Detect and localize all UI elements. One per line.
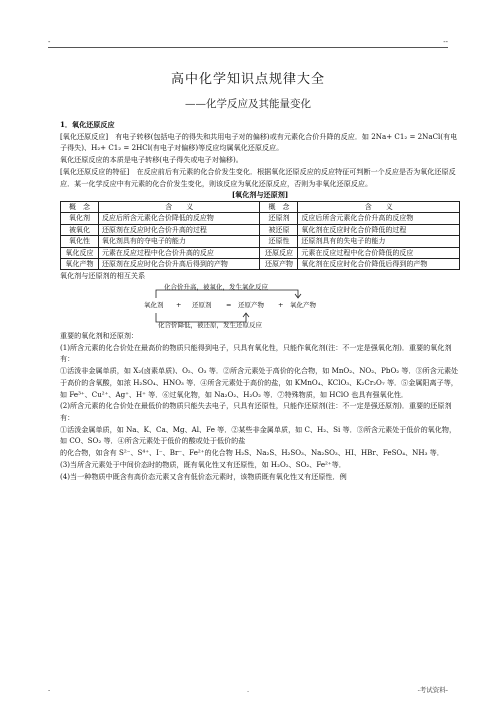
table-cell: 还原反应 xyxy=(260,247,298,258)
table-header-cell: 概 念 xyxy=(61,201,99,212)
footer-center-mark: . xyxy=(246,686,250,694)
paragraph-important-agents: 重要的氧化剂和还原剂： xyxy=(60,331,139,341)
diagram-node: 还原产物 xyxy=(238,301,264,310)
table-row xyxy=(61,247,460,258)
paragraph-reductant-list: ①活泼金属单质，如 Na、K、Ca、Mg、Al、Fe 等．②某些非金属单质，如 C、H₂、Si 等．③所含元素处于低价的氧化物，如 CO、SO₂ 等．④所含元素处于低价的酸或处于低价的盐 xyxy=(60,424,457,446)
table-cell: 氧化反应 xyxy=(61,247,99,258)
diagram-node: = xyxy=(226,301,232,310)
document-body xyxy=(60,119,460,482)
diagram-node: 还原剂 xyxy=(192,301,212,310)
table-row xyxy=(61,224,460,235)
diagram-node: 氧化剂 xyxy=(144,301,164,310)
table-row xyxy=(61,236,460,247)
paragraph-oxidant-list: ①活泼非金属单质，如 X₂(卤素单质)、O₂、O₃ 等．②所含元素处于高价的化合物，如 MnO₂、NO₂、PbO₂ 等．③所含元素处于高价的含氧酸，如浓 H₂SO₄、HNO₃ 等．④所含元素处于高价的盐，如 KMnO₄、KClO₃、K₂Cr₂O₇ 等．⑤金属阳离子等，如 Fe³⁺、Cu²⁺、Ag⁺、H⁺ 等．⑥过氧化物，如 Na₂O₂、H₂O₂ 等．⑦特殊物质，如 HClO 也具有强氧化性． xyxy=(60,366,459,399)
reduction-label: 化合价降低，被还原，发生还原反应 xyxy=(158,321,262,330)
table-header-cell: 含 义 xyxy=(298,201,460,212)
table-row xyxy=(61,213,460,224)
table-header-cell: 含 义 xyxy=(98,201,260,212)
page-title: 高中化学知识点规律大全 xyxy=(170,72,325,87)
table-cell: 氧化剂具有的夺电子的能力 xyxy=(98,236,260,247)
concept-table xyxy=(60,201,460,270)
table-cell: 元素在反应过程中化合价降低的反应 xyxy=(298,247,460,258)
paragraph-definition: [氧化还原反应] 有电子转移(包括电子的得失和共用电子对的偏移)或有元素化合价升降的反应．如 2Na+ C1₂ = 2NaCl(有电子得失)、H₂+ C1₂ = 2HCl(有电子对偏移)等反应均属氧化还原反应。 xyxy=(60,131,458,153)
relation-intro: 氧化剂与还原剂的相互关系 xyxy=(60,271,146,281)
paragraph-reductant-compounds: 的化合物，如含有 S²⁻、S⁴⁺、I⁻、Br⁻、Fe²⁺的化合物 H₂S、Na₂S、H₂SO₃、Na₂SO₃、HI、HBr、FeSO₄、NH₃ 等． xyxy=(60,448,444,458)
table-cell: 被还原 xyxy=(260,224,298,235)
paragraph-mixed-valence: (4)当一种物质中既含有高价态元素又含有低价态元素时，该物质既有氧化性又有还原性．例 xyxy=(60,471,347,481)
table-cell: 氧化产物 xyxy=(61,258,99,269)
table-cell: 反应后所含元素化合价降低的反应物 xyxy=(98,213,260,224)
table-cell: 氧化剂在反应时化合价降低的过程 xyxy=(298,224,460,235)
table-cell: 还原产物 xyxy=(260,258,298,269)
table-cell: 反应后所含元素化合价升高的反应物 xyxy=(298,213,460,224)
paragraph-feature: [氧化还原反应的特征] 在反应前后有元素的化合价发生变化．根据氧化还原反应的反应特征可判断一个反应是否为氧化还原反应．某一化学反应中有元素的化合价发生变化，则该反应为氧化还原反应，否则为非氧化还原反应。 xyxy=(60,166,456,188)
footer-right-text: -考试资料- xyxy=(417,686,448,694)
section-heading: 1．氧化还原反应 xyxy=(60,120,115,129)
redox-relation-diagram xyxy=(60,282,460,330)
table-cell: 还原剂在反应时化合价升高的过程 xyxy=(98,224,260,235)
table-cell: 被氧化 xyxy=(61,224,99,235)
oxidation-label: 化合价升高，被氧化，发生氧化反应 xyxy=(164,283,268,292)
table-cell: 氧化剂 xyxy=(61,213,99,224)
table-cell: 元素在反应过程中化合价升高的反应 xyxy=(98,247,260,258)
header-left-mark: - xyxy=(48,38,51,46)
table-cell: 氧化性 xyxy=(61,236,99,247)
table-cell: 还原剂 xyxy=(260,213,298,224)
diagram-node: 氧化产物 xyxy=(290,301,316,310)
table-row xyxy=(61,258,460,269)
table-cell: 氧化剂在反应时化合价降低后得到的产物 xyxy=(298,258,460,269)
paragraph-intermediate-valence: (3)当所含元素处于中间价态时的物质，既有氧化性又有还原性，如 H₂O₂、SO₂、Fe²⁺等． xyxy=(60,459,346,469)
table-cell: 还原性 xyxy=(260,236,298,247)
table-caption: [氧化剂与还原剂] xyxy=(231,190,289,200)
header-rule xyxy=(48,47,448,48)
table-cell: 还原剂在反应时化合价升高后得到的产物 xyxy=(98,258,260,269)
paragraph-essence: 氧化还原反应的本质是电子转移(电子得失或电子对偏移)。 xyxy=(60,155,243,165)
table-cell: 还原剂具有的失电子的能力 xyxy=(298,236,460,247)
diagram-node: + xyxy=(278,301,284,310)
footer-left-mark: - xyxy=(48,686,51,694)
page-subtitle: ——化学反应及其能量变化 xyxy=(185,98,311,110)
paragraph-oxidant-rule: (1)所含元素的化合价处在最高价的物质只能得到电子，只具有氧化性，只能作氧化剂(注：不一定是强氧化剂)．重要的氧化剂有： xyxy=(60,342,452,364)
table-header-cell: 概 念 xyxy=(260,201,298,212)
paragraph-reductant-rule: (2)所含元素的化合价处在最低价的物质只能失去电子，只具有还原性，只能作还原剂(注：不一定是强还原剂)．重要的还原剂有： xyxy=(60,401,452,422)
diagram-node: + xyxy=(176,301,182,310)
table-header-row xyxy=(61,201,460,212)
header-right-mark: -- xyxy=(443,38,448,46)
